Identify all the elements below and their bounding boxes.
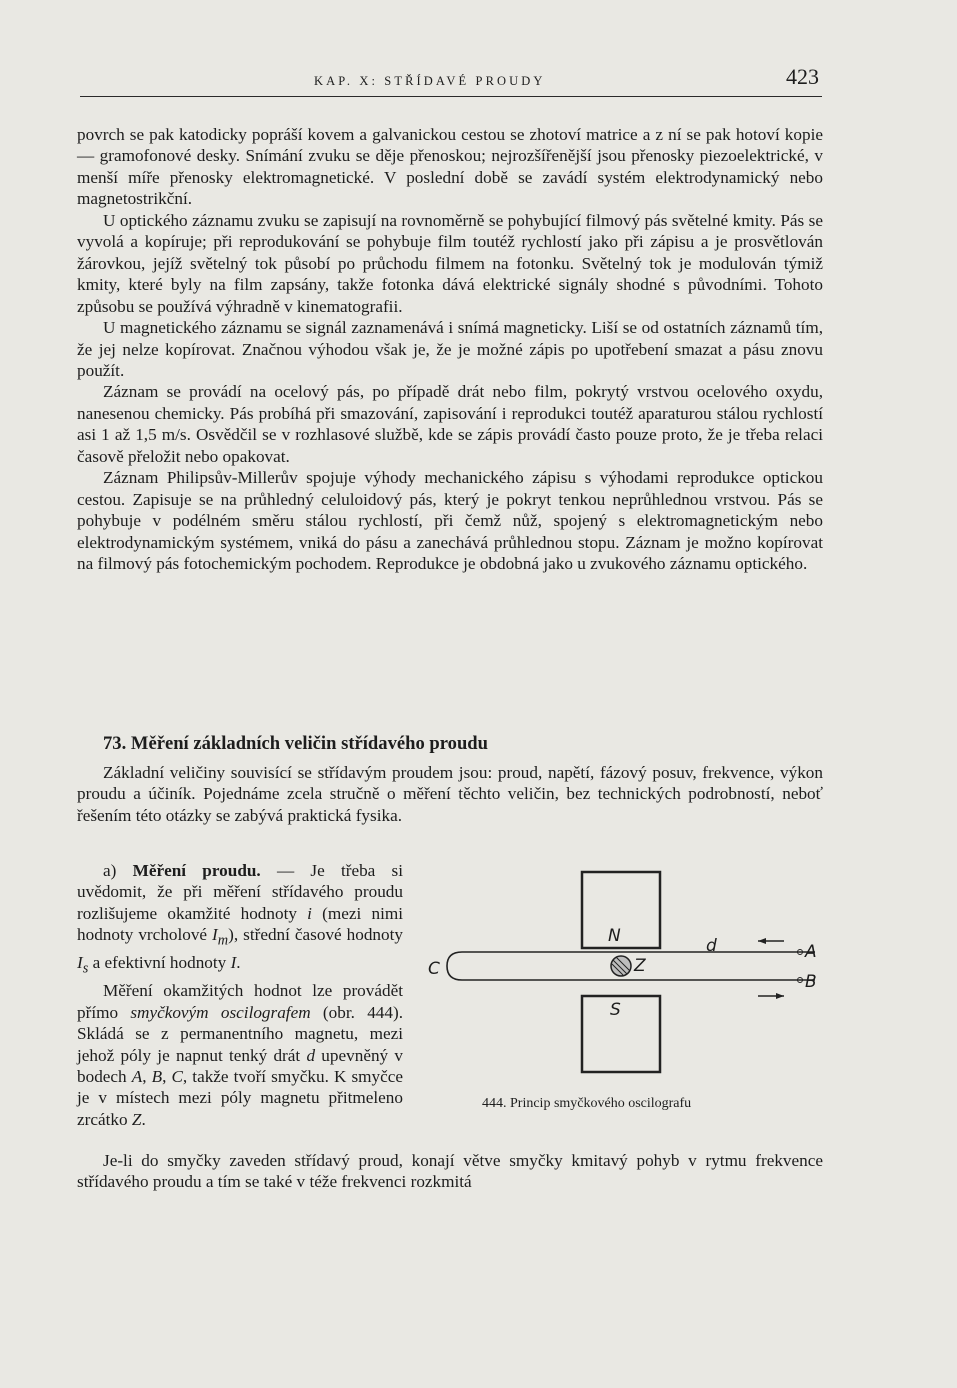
paragraph: Záznam Philipsův-Millerův spojuje výhody mechanického zápisu s výhodami reprodukce optickou cestou. Zapisuje se na průhledný celuloidový pás, který je pokryt tenkou neprůhlednou vrstvou. Pás se pohybuje v podélném směru stálou rychlostí, při čemž nůž, spojený s elektromagnetickým nebo elektrodynamickým systémem, vniká do pásu a zanechává průhlednou stopu. Záznam je možno kopírovat na filmový pás fotochemickým pochodem. Reprodukce je obdobná jako u zvukového záznamu optického. — [77, 468, 823, 574]
text-run: . — [236, 953, 241, 973]
text-run: , — [162, 1066, 172, 1086]
figure-caption: 444. Princip smyčkového oscilografu — [482, 1096, 692, 1111]
section-heading: 73. Měření základních veličin střídavého proudu — [103, 733, 488, 754]
paragraph: Je-li do smyčky zaveden střídavý proud, konají větve smyčky kmitavý pohyb v rytmu frekvence střídavého proudu a tím se také v téže frekvenci rozkmitá — [77, 1151, 823, 1192]
symbol: I — [77, 953, 83, 973]
running-head — [0, 64, 957, 94]
symbol: B — [151, 1066, 163, 1086]
text-run: , — [142, 1066, 152, 1086]
run-in-heading: Měření proudu. — [132, 861, 261, 880]
label-c: C — [428, 959, 440, 979]
page-number: 423 — [786, 64, 819, 89]
paragraph — [77, 860, 403, 980]
label-d: d — [706, 936, 717, 956]
text-run: (obr. 444). Skládá se z permanentního magnetu, mezi jehož póly je napnut tenký drát — [77, 1002, 403, 1065]
text-run: Měření okamžitých hodnot lze provádět přímo — [77, 981, 403, 1022]
figure-444 — [422, 862, 822, 1111]
paragraph: Základní veličiny souvisící se střídavým proudem jsou: proud, napětí, fázový posuv, frekvence, výkon proudu a účiník. Pojednáme zcela stručně o měření těchto veličin, bez technických podrobností, neboť řešením této otázky se zabývá praktická fysika. — [77, 763, 823, 825]
label-a: A — [805, 942, 817, 962]
section-intro — [77, 762, 823, 826]
label-s: S — [610, 1000, 621, 1020]
emphasis: smyčkovým oscilografem — [130, 1002, 311, 1022]
symbol: I — [212, 925, 218, 945]
paragraph: U magnetického záznamu se signál zaznamenává i snímá magneticky. Liší se od ostatních záznamů tím, že jej nelze kopírovat. Značnou výhodou však je, že je možné zápis po upotřebení smazat a pásu znovu použít. — [77, 318, 823, 380]
symbol: C — [171, 1066, 183, 1086]
subscript: s — [82, 960, 89, 977]
paragraph — [77, 980, 403, 1130]
paragraph: Záznam se provádí na ocelový pás, po případě drát nebo film, pokrytý vrstvou ocelového oxydu, nanesenou chemicky. Pás probíhá při smazování, zapisování i reprodukci toutéž aparaturou stálou rychlostí asi 1 až 1,5 m/s. Osvědčil se v rozhlasové službě, kde se zápis provádí často pouze proto, že je třeba relaci časově přeložit nebo opakovat. — [77, 382, 823, 466]
label-z: Z — [634, 956, 646, 976]
magnet-pole-north — [582, 872, 660, 948]
paragraph: U optického záznamu zvuku se zapisují na rovnoměrně se pohybující filmový pás světelné kmity. Pás se vyvolá a kopíruje; při reprodukování se pohybuje film toutéž rychlostí jako při zápisu a je prosvětlován žárovkou, jejíž světelný tok působí po průchodu filmem na fotonku. Světelný tok je modulován týmiž kmity, které byly na film zapsány, takže fotonka dává elektrické signály shodné s původními. Tohoto způsobu se používá výhradně v kinematografii. — [77, 210, 823, 316]
paragraph: povrch se pak katodicky popráší kovem a galvanickou cestou se zhotoví matrice a z ní se pak hotoví kopie — gramofonové desky. Snímání zvuku se děje přenoskou; nejrozšířenější jsou přenosky piezoelektrické, v menší míře přenosky elektromagnetické. V poslední době se zavádí systém elektrodynamický nebo magnetostrikční. — [77, 125, 823, 209]
text-run: . — [141, 1109, 146, 1129]
text-run: ), střední časové hodnoty — [228, 925, 403, 945]
body-text-bottom — [77, 1150, 823, 1193]
text-run: , takže tvoří smyčku. K smyčce je v místech mezi póly magnetu přitmeleno zrcátko — [77, 1066, 404, 1129]
symbol: d — [306, 1045, 316, 1065]
header-rule — [80, 96, 822, 97]
symbol: Z — [131, 1109, 142, 1129]
label-n: N — [608, 926, 621, 946]
subscript: m — [217, 932, 229, 949]
oscillograph-diagram — [422, 862, 822, 1092]
item-label: a) — [103, 861, 117, 880]
text-column-left — [77, 860, 403, 1130]
chapter-title: KAP. X: STŘÍDAVÉ PROUDY — [314, 74, 546, 88]
symbol: A — [131, 1066, 143, 1086]
text-run: upevněný v bodech — [77, 1045, 403, 1086]
body-text-top — [77, 124, 823, 575]
text-run: a efektivní hodnoty — [88, 953, 231, 973]
text-run: (mezi nimi hodnoty vrcholové — [77, 903, 404, 945]
label-b: B — [805, 972, 817, 992]
text-run: — Je třeba si uvědomit, že při měření střídavého proudu rozlišujeme okamžité hodnoty — [77, 861, 404, 923]
magnet-pole-south — [582, 996, 660, 1072]
symbol: i — [307, 903, 312, 923]
symbol: I — [230, 953, 237, 973]
